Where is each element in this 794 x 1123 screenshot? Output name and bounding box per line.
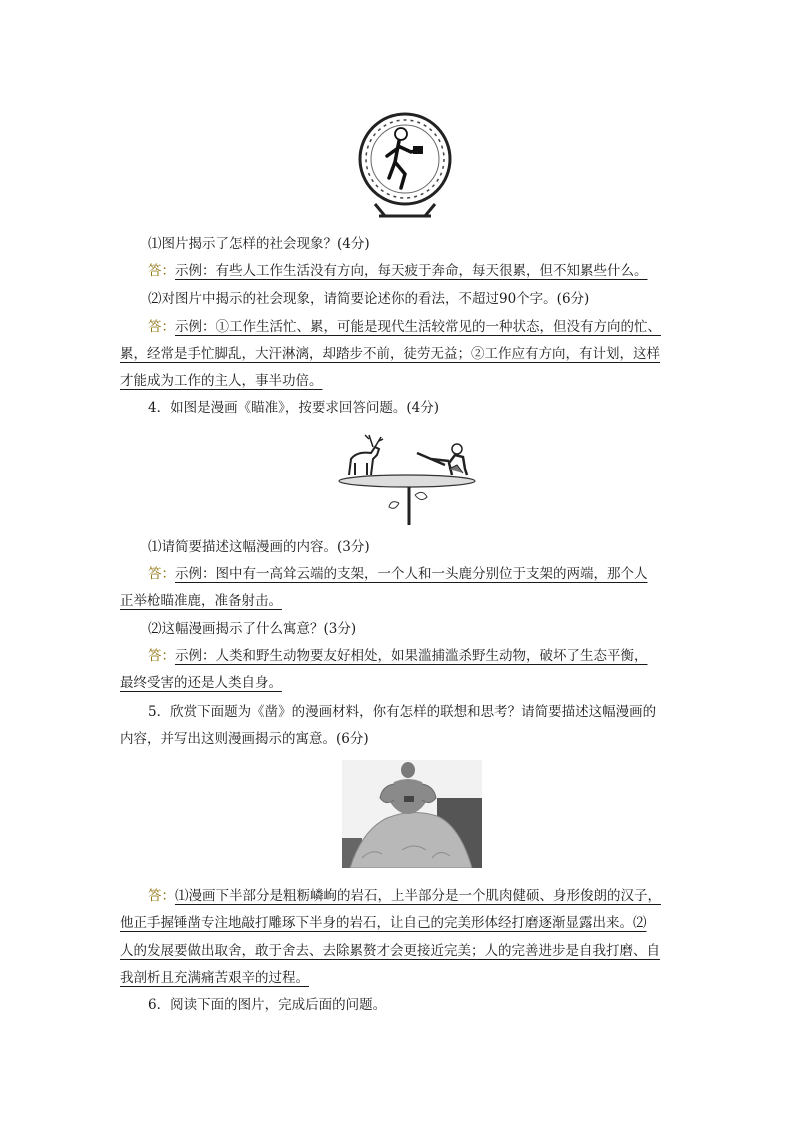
q6-stem: 6．阅读下面的图片，完成后面的问题。 <box>148 997 387 1013</box>
q4-stem: 4．如图是漫画《瞄准》，按要求回答问题。(4分) <box>148 400 439 416</box>
q4-answer1-line2: 正举枪瞄准鹿，准备射击。 <box>120 593 282 609</box>
answer-text: 示例：图中有一高耸云端的支架，一个人和一头鹿分别位于支架的两端，那个人 <box>175 566 648 582</box>
hamster-wheel-cartoon <box>355 104 455 220</box>
q5-stem-line2: 内容，并写出这则漫画揭示的寓意。(6分) <box>120 731 369 747</box>
q4-sub1: ⑴请简要描述这幅漫画的内容。(3分) <box>148 539 370 555</box>
q4-answer2-line1 <box>148 647 648 665</box>
q3-answer2-line2: 累，经常是手忙脚乱，大汗淋漓，却踏步不前，徒劳无益；②工作应有方向，有计划，这样 <box>120 346 660 362</box>
answer-text: 示例：人类和野生动物要友好相处，如果滥捕滥杀野生动物，破坏了生态平衡， <box>175 648 648 664</box>
answer-label: 答： <box>148 566 175 582</box>
answer-label: 答： <box>148 888 175 904</box>
q3-sub2: ⑵对图片中揭示的社会现象，请简要论述你的看法，不超过90个字。(6分) <box>148 291 590 307</box>
q5-answer-line2: 他正手握锤凿专注地敲打雕琢下半身的岩石，让自己的完美形体经打磨逐渐显露出来。⑵ <box>120 915 647 931</box>
q5-stem-line1: 5．欣赏下面题为《凿》的漫画材料，你有怎样的联想和思考？请简要描述这幅漫画的 <box>148 704 657 720</box>
answer-text: 示例：①工作生活忙、累，可能是现代生活较常见的一种状态，但没有方向的忙、 <box>175 319 661 335</box>
q4-answer2-line2: 最终受害的还是人类自身。 <box>120 675 282 691</box>
answer-label: 答： <box>148 319 175 335</box>
q3-sub1: ⑴图片揭示了怎样的社会现象？(4分) <box>148 236 370 252</box>
q5-answer-line3: 人的发展要做出取舍，敢于舍去、去除累赘才会更接近完美；人的完善进步是自我打磨、自 <box>120 943 660 959</box>
q3-answer2-line1 <box>148 318 661 336</box>
answer-text: 示例：有些人工作生活没有方向，每天疲于奔命，每天很累，但不知累些什么。 <box>175 263 648 279</box>
chisel-sculpture-photo <box>342 760 482 868</box>
answer-text: ⑴漫画下半部分是粗粝嶙峋的岩石，上半部分是一个肌肉健硕、身形俊朗的汉子， <box>175 888 661 904</box>
answer-label: 答： <box>148 263 175 279</box>
aiming-cartoon <box>337 425 487 528</box>
q5-answer-line4: 我剖析且充满痛苦艰辛的过程。 <box>120 970 309 986</box>
q3-answer2-line3: 才能成为工作的主人，事半功倍。 <box>120 373 323 389</box>
q5-answer-line1 <box>148 887 661 905</box>
q4-answer1-line1 <box>148 565 648 583</box>
q4-sub2: ⑵这幅漫画揭示了什么寓意？(3分) <box>148 621 357 637</box>
q3-answer1 <box>148 262 648 280</box>
answer-label: 答： <box>148 648 175 664</box>
